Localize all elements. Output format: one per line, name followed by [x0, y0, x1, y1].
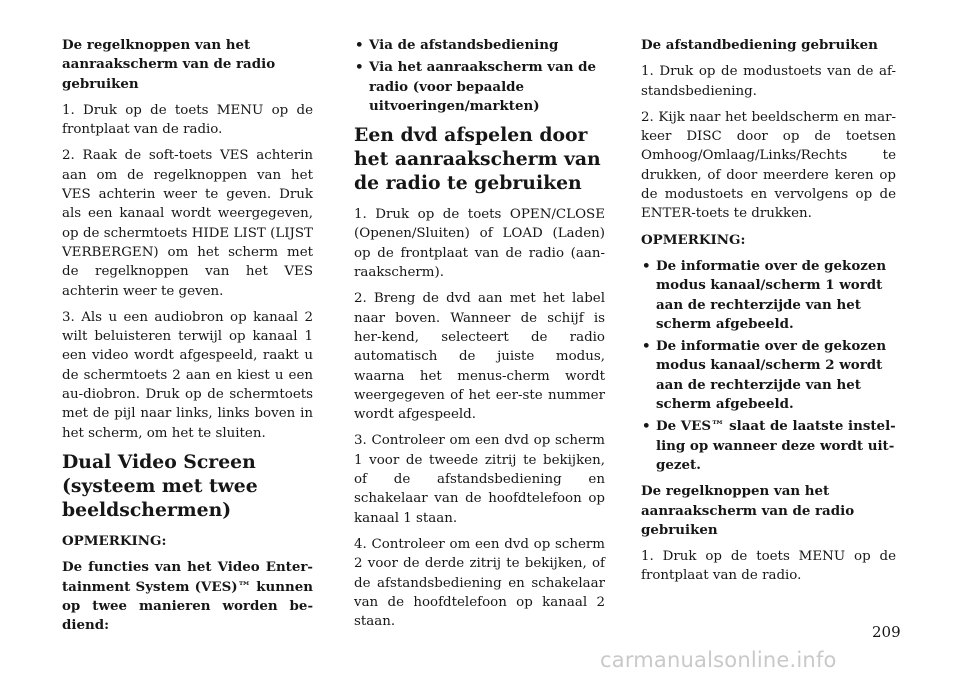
- list-item: • De informatie over de gekozen modus kanaal/scherm 1 wordt aan de rechterzijde van het scherm afgebeeld.: [641, 257, 896, 334]
- note-label: OPMERKING:: [641, 231, 746, 248]
- note-label: OPMERKING:: [62, 532, 167, 549]
- paragraph: 1. Druk op de toets OPEN/CLOSE (Openen/Sluiten) of LOAD (Laden) op de frontplaat van de radio (aan-raakscherm).: [354, 207, 605, 281]
- section-heading: De regelknoppen van het aanraakscherm van de radio gebruiken: [62, 37, 276, 92]
- column-right: [641, 36, 896, 593]
- watermark: carmanualsonline.info: [600, 648, 837, 672]
- column-middle: [354, 36, 605, 638]
- section-heading: De afstandbediening gebruiken: [641, 37, 878, 53]
- paragraph: 1. Druk op de modustoets van de af-standsbediening.: [641, 64, 896, 99]
- note-text: De functies van het Video Enter-tainment System (VES)™ kunnen op twee manieren worden be-diend:: [62, 559, 313, 634]
- section-title: Dual Video Screen (systeem met twee beeldschermen): [62, 450, 258, 521]
- list-item: • De VES™ slaat de laatste instel-ling op wanneer deze wordt uit-gezet.: [641, 417, 896, 475]
- paragraph: 3. Controleer om een dvd op scherm 1 voor de tweede zitrij te bekijken, of de afstandsbediening en schakelaar van de hoofdtelefoon op kanaal 1 staan.: [354, 433, 605, 526]
- section-heading: De regelknoppen van het aanraakscherm van de radio gebruiken: [641, 483, 855, 538]
- list-item: • De informatie over de gekozen modus kanaal/scherm 2 wordt aan de rechterzijde van het scherm afgebeeld.: [641, 337, 896, 414]
- paragraph: 2. Raak de soft-toets VES achterin aan om de regelknoppen van het VES achterin weer te geven. Druk als een kanaal wordt weergegeven, op de schermtoets HIDE LIST (LIJST VERBERGEN) om het scherm met de regelknoppen van het VES achterin weer te geven.: [62, 148, 313, 299]
- paragraph: 1. Druk op de toets MENU op de frontplaat van de radio.: [62, 102, 313, 138]
- list-item: • Via het aanraakscherm van de radio (voor bepaalde uitvoeringen/markten): [354, 58, 605, 116]
- paragraph: 1. Druk op de toets MENU op de frontplaat van de radio.: [641, 549, 896, 584]
- column-left: [62, 36, 313, 642]
- paragraph: 4. Controleer om een dvd op scherm 2 voor de derde zitrij te bekijken, of de afstandsbediening en schakelaar van de hoofdtelefoon op kanaal 2 staan.: [354, 536, 605, 630]
- bullet-list: [641, 257, 896, 475]
- page-number: 209: [872, 623, 901, 641]
- paragraph: 2. Breng de dvd aan met het label naar boven. Wanneer de schijf is her-kend, selecteert de radio automatisch de juiste modus, waarna het menus-cherm wordt weergegeven of het eer-ste nummer wordt afgespeeld.: [354, 291, 605, 423]
- section-title: Een dvd afspelen door het aanraakscherm van de radio te gebruiken: [354, 124, 601, 195]
- paragraph: 3. Als u een audiobron op kanaal 2 wilt beluisteren terwijl op kanaal 1 een video wordt afgespeeld, raakt u de schermtoets 2 aan en kiest u een au-diobron. Druk op de schermtoets met de pijl naar links, links boven in het scherm, om het te sluiten.: [62, 309, 313, 441]
- paragraph: 2. Kijk naar het beeldscherm en mar-keer DISC door op de toetsen Omhoog/Omlaag/Links/Rechts te drukken, of door meerdere keren op de modustoets en vervolgens op de ENTER-toets te drukken.: [641, 109, 896, 222]
- list-item: • Via de afstandsbediening: [354, 36, 605, 55]
- bullet-list: [354, 36, 605, 116]
